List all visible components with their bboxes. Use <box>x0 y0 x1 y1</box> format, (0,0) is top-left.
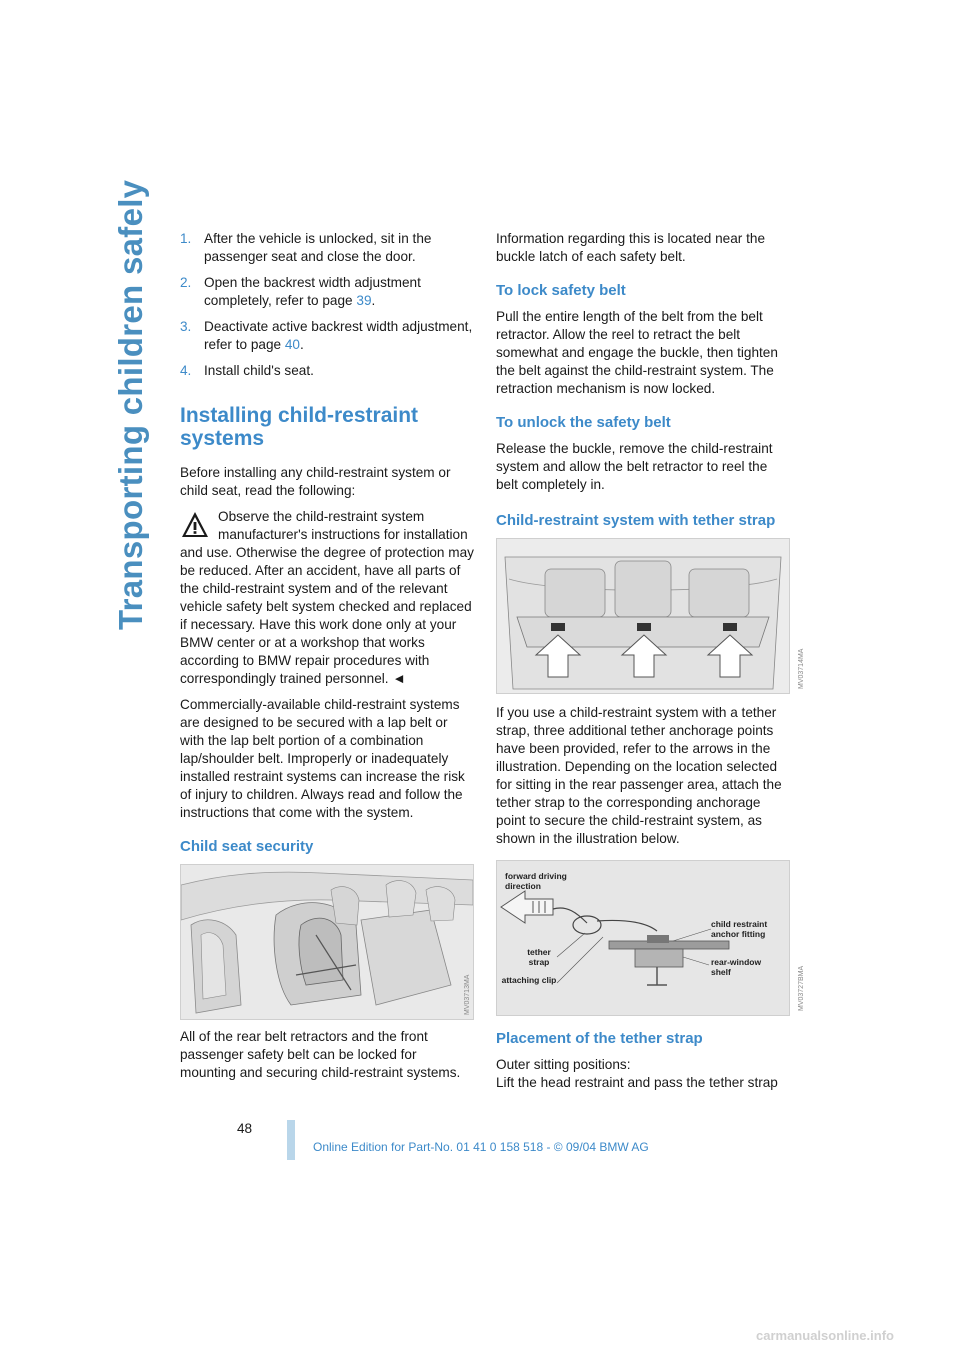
step-text: Install child's seat. <box>204 363 314 378</box>
step-item <box>180 318 474 354</box>
installing-intro: Before installing any child-restraint system or child seat, read the following: <box>180 465 451 498</box>
label-forward: forward driving direction <box>505 871 567 891</box>
page-number: 48 <box>237 1121 253 1136</box>
figure-code: MV03714MA <box>798 648 805 689</box>
car-interior-drawing <box>181 865 473 1019</box>
step-text-end: . <box>299 337 304 352</box>
step-item <box>180 230 474 266</box>
section-title-lock: To lock safety belt <box>496 282 626 299</box>
placement-line-2: Lift the head restraint and pass the tether strap <box>496 1075 778 1090</box>
label-anchor-fitting: child restraint anchor fitting <box>711 919 768 939</box>
step-text: Deactivate active backrest width adjustment, refer to page <box>204 319 473 352</box>
watermark: carmanualsonline.info <box>756 1328 894 1343</box>
end-marker: ◄ <box>392 671 406 686</box>
section-title-unlock: To unlock the safety belt <box>496 414 671 431</box>
step-number: 1. <box>180 231 192 246</box>
warning-triangle-icon <box>180 510 210 540</box>
child-seat-para: All of the rear belt retractors and the front passenger safety belt can be locked for mounting and securing child-restraint systems. <box>180 1029 461 1080</box>
page-link[interactable]: 39 <box>356 293 372 308</box>
page-link[interactable]: 40 <box>284 337 300 352</box>
section-title-tether: Child-restraint system with tether strap <box>496 512 776 529</box>
step-number: 4. <box>180 363 192 378</box>
step-item <box>180 274 474 310</box>
side-title <box>112 179 158 630</box>
section-title-placement: Placement of the tether strap <box>496 1030 703 1047</box>
section-title-installing: Installing child-restraint systems <box>180 404 419 450</box>
step-item <box>180 362 474 380</box>
col2-intro: Information regarding this is located near the buckle latch of each safety belt. <box>496 231 766 264</box>
label-tether-strap: tether strap <box>527 947 551 967</box>
side-title-text: Transporting children safely <box>112 179 149 630</box>
left-column <box>180 230 474 1090</box>
installing-para: Commercially-available child-restraint systems are designed to be secured with a lap belt or with the lap belt portion of a combination lap/shoulder belt. Improperly or inadequately installed restraint systems can increase the risk of injury to children. Always read and follow the instructions that come with the system. <box>180 697 465 820</box>
footer-text: Online Edition for Part-No. 01 41 0 158 518 - © 09/04 BMW AG <box>313 1140 649 1154</box>
tether-para: If you use a child-restraint system with a tether strap, three additional tether anchorage points have been provided, refer to the arrows in the illustration. Depending on the location selected for sitting in the rear passenger area, attach the tether strap to the corresponding anchorage point to secure the child-restraint system, as shown in the illustration below. <box>496 705 782 846</box>
warning-text: Observe the child-restraint system manufacturer's instructions for installation and use. Otherwise the degree of protection may be reduced. After an accident, have all parts of the child-restraint system and of the relevant vehicle safety belt system checked and replaced if necessary. Have this work done only at your BMW center or at a workshop that works according to BMW repair procedures with correspondingly trained personnel. <box>180 509 474 686</box>
child-seat-illustration <box>180 864 474 1020</box>
steps-list <box>180 230 474 380</box>
tether-anchor-illustration <box>496 538 805 694</box>
warning-block <box>180 508 474 688</box>
figure-code: MV03713MA <box>464 974 471 1015</box>
rear-shelf-drawing <box>497 539 789 693</box>
right-column <box>496 230 805 1092</box>
lock-para: Pull the entire length of the belt from the belt retractor. Allow the reel to retract the belt somewhat and engage the buckle, then tighten the belt against the child-restraint system. The retraction mechanism is now locked. <box>496 309 778 396</box>
step-number: 3. <box>180 319 192 334</box>
tether-strap-diagram <box>496 860 805 1016</box>
step-text: After the vehicle is unlocked, sit in the passenger seat and close the door. <box>204 231 432 264</box>
label-attaching-clip: attaching clip <box>501 975 557 985</box>
figure-code: MV03727BMA <box>798 965 805 1011</box>
step-text-end: . <box>371 293 376 308</box>
section-title-child-seat: Child seat security <box>180 838 314 855</box>
step-number: 2. <box>180 275 192 290</box>
unlock-para: Release the buckle, remove the child-restraint system and allow the belt retractor to reel the belt completely in. <box>496 441 773 492</box>
placement-line-1: Outer sitting positions: <box>496 1057 631 1072</box>
footer-bar <box>287 1120 295 1160</box>
step-text: Open the backrest width adjustment completely, refer to page <box>204 275 421 308</box>
label-rear-window-shelf: rear-window shelf <box>711 957 762 977</box>
